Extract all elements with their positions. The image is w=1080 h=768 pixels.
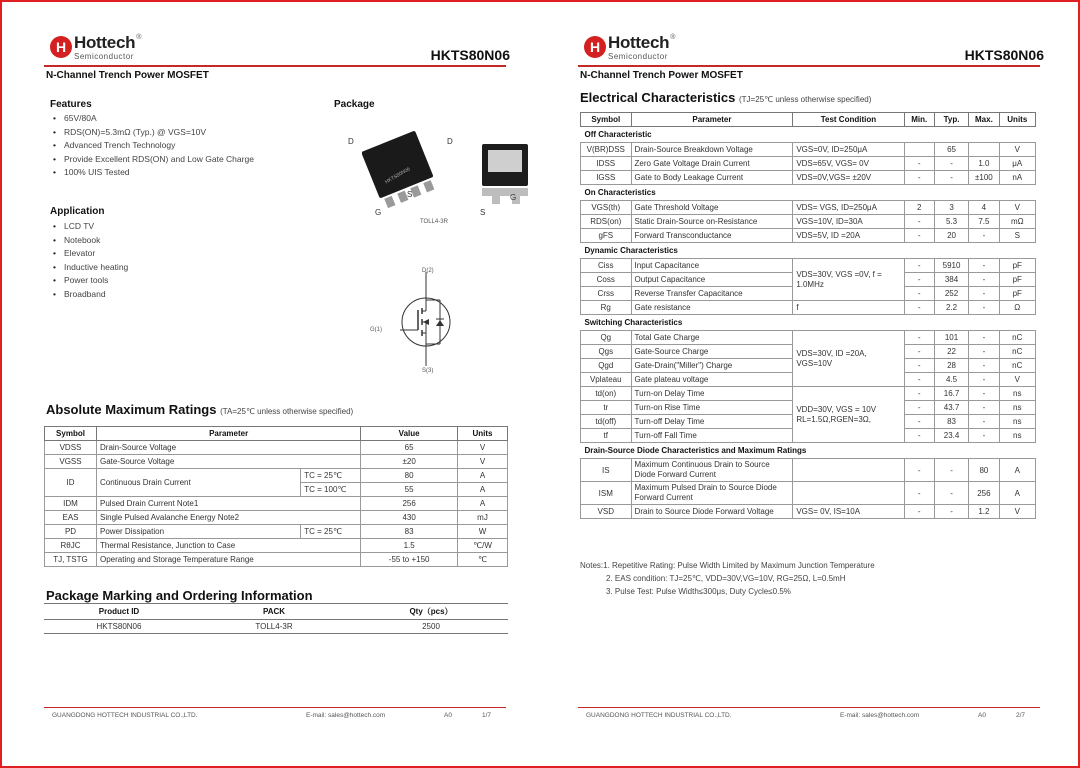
elec-min: -: [904, 401, 934, 415]
abs-symbol: EAS: [45, 511, 97, 525]
note-line: 2. EAS condition: TJ=25℃, VDD=30V,VG=10V, RG=25Ω, L=0.5mH: [606, 574, 846, 583]
elec-header-cell: Test Condition: [793, 113, 904, 127]
elec-max: -: [969, 373, 999, 387]
elec-test-condition: VDS=30V, VGS =0V, f = 1.0MHz: [793, 259, 904, 301]
elec-min: 2: [904, 201, 934, 215]
feature-item: • 100% UIS Tested: [50, 166, 254, 180]
abs-value: 55: [361, 483, 458, 497]
elec-typ: 252: [934, 287, 968, 301]
application-item: • Power tools: [50, 274, 128, 288]
ordering-table: [44, 603, 508, 634]
abs-value: 83: [361, 525, 458, 539]
package-caption: TOLL4-3R: [420, 219, 448, 225]
elec-symbol: Qg: [581, 331, 632, 345]
application-item: • Notebook: [50, 234, 128, 248]
elec-typ: 28: [934, 359, 968, 373]
logo-mark-icon: H: [50, 36, 72, 58]
abs-unit: V: [458, 455, 508, 469]
elec-symbol: td(off): [581, 415, 632, 429]
symbol-source-label: S(3): [422, 368, 434, 374]
elec-typ: 3: [934, 201, 968, 215]
elec-symbol: Ciss: [581, 259, 632, 273]
elec-symbol: V(BR)DSS: [581, 143, 632, 157]
datasheet-page-2: [578, 30, 1048, 730]
elec-section-title: Drain-Source Diode Characteristics and Maximum Ratings: [581, 443, 1036, 459]
elec-max: ±100: [969, 171, 999, 185]
abs-max-table: [44, 426, 508, 567]
elec-typ: 43.7: [934, 401, 968, 415]
footer-company: GUANGDONG HOTTECH INDUSTRIAL CO.,LTD.: [586, 712, 732, 719]
abs-value: 1.5: [361, 539, 458, 553]
elec-unit: nC: [999, 359, 1035, 373]
abs-value: 80: [361, 469, 458, 483]
table-row: [45, 469, 508, 483]
table-row: [45, 553, 508, 567]
elec-typ: 101: [934, 331, 968, 345]
elec-unit: μA: [999, 157, 1035, 171]
elec-symbol: td(on): [581, 387, 632, 401]
elec-min: -: [904, 171, 934, 185]
application-item: • Elevator: [50, 247, 128, 261]
abs-value: 65: [361, 441, 458, 455]
abs-max-heading: [46, 402, 353, 417]
elec-min: -: [904, 229, 934, 243]
abs-parameter: Single Pulsed Avalanche Energy Note2: [97, 511, 361, 525]
header-divider: [578, 65, 1040, 67]
table-row: [581, 482, 1036, 505]
footer-page-number: 2/7: [1016, 712, 1026, 719]
elec-symbol: IDSS: [581, 157, 632, 171]
elec-max: [969, 143, 999, 157]
table-row: [581, 505, 1036, 519]
elec-parameter: Gate resistance: [631, 301, 793, 315]
elec-max: -: [969, 259, 999, 273]
elec-min: -: [904, 273, 934, 287]
elec-unit: ns: [999, 415, 1035, 429]
abs-parameter: Pulsed Drain Current Note1: [97, 497, 361, 511]
elec-max: -: [969, 359, 999, 373]
abs-unit: A: [458, 497, 508, 511]
elec-max: -: [969, 287, 999, 301]
footer-revision: A0: [444, 712, 452, 719]
elec-unit: S: [999, 229, 1035, 243]
abs-unit: V: [458, 441, 508, 455]
elec-unit: pF: [999, 287, 1035, 301]
elec-symbol: Qgs: [581, 345, 632, 359]
elec-test-condition: [793, 482, 904, 505]
table-row: [581, 301, 1036, 315]
elec-symbol: RDS(on): [581, 215, 632, 229]
elec-symbol: Qgd: [581, 359, 632, 373]
package-drawing: [362, 128, 552, 238]
elec-min: -: [904, 215, 934, 229]
elec-test-condition: VDS= VGS, ID=250μA: [793, 201, 904, 215]
elec-test-condition: VDS=0V,VGS= ±20V: [793, 171, 904, 185]
elec-parameter: Output Capacitance: [631, 273, 793, 287]
table-row: [45, 441, 508, 455]
elec-max: -: [969, 401, 999, 415]
elec-max: 80: [969, 459, 999, 482]
elec-typ: 22: [934, 345, 968, 359]
elec-typ: 5.3: [934, 215, 968, 229]
logo-name: Hottech: [608, 33, 670, 52]
application-item: • Broadband: [50, 288, 128, 302]
ordering-pack: TOLL4-3R: [194, 620, 354, 634]
feature-item: • 65V/80A: [50, 112, 254, 126]
elec-parameter: Gate plateau voltage: [631, 373, 793, 387]
elec-unit: ns: [999, 429, 1035, 443]
logo-subtitle: Semiconductor: [608, 52, 668, 61]
abs-header-row: [45, 427, 508, 441]
elec-typ: -: [934, 459, 968, 482]
table-row: [45, 455, 508, 469]
elec-parameter: Turn-on Rise Time: [631, 401, 793, 415]
chip-marking: HKTS80N06: [384, 166, 412, 186]
elec-min: [904, 143, 934, 157]
elec-parameter: Maximum Continuous Drain to Source Diode Forward Current: [631, 459, 793, 482]
table-row: [581, 331, 1036, 345]
abs-unit: W: [458, 525, 508, 539]
abs-symbol: RθJC: [45, 539, 97, 553]
elec-test-condition: VGS=10V, ID=30A: [793, 215, 904, 229]
elec-max: -: [969, 415, 999, 429]
elec-typ: 2.2: [934, 301, 968, 315]
abs-value: -55 to +150: [361, 553, 458, 567]
elec-symbol: VSD: [581, 505, 632, 519]
table-row: [581, 387, 1036, 401]
elec-test-condition: VDS=5V, ID =20A: [793, 229, 904, 243]
elec-parameter: Reverse Transfer Capacitance: [631, 287, 793, 301]
abs-parameter: Power Dissipation: [97, 525, 301, 539]
table-row: [581, 459, 1036, 482]
elec-parameter: Zero Gate Voltage Drain Current: [631, 157, 793, 171]
pin-label-d-front: D: [348, 137, 354, 146]
abs-condition: TC = 25℃: [301, 525, 361, 539]
elec-parameter: Gate-Drain("Miller") Charge: [631, 359, 793, 373]
abs-unit: A: [458, 483, 508, 497]
part-number: HKTS80N06: [964, 47, 1044, 63]
elec-section-title: On Characteristics: [581, 185, 1036, 201]
elec-test-condition: f: [793, 301, 904, 315]
table-row: [45, 511, 508, 525]
abs-header-cell: Value: [361, 427, 458, 441]
elec-unit: nA: [999, 171, 1035, 185]
abs-parameter: Continuous Drain Current: [97, 469, 301, 497]
abs-unit: ℃/W: [458, 539, 508, 553]
abs-header-cell: Parameter: [97, 427, 361, 441]
table-row: [45, 525, 508, 539]
elec-max: 1.0: [969, 157, 999, 171]
abs-symbol: IDM: [45, 497, 97, 511]
elec-min: -: [904, 259, 934, 273]
elec-section-row: [581, 243, 1036, 259]
elec-parameter: Forward Transconductance: [631, 229, 793, 243]
footer-divider: [44, 707, 506, 708]
elec-min: -: [904, 373, 934, 387]
abs-parameter: Gate-Source Voltage: [97, 455, 361, 469]
table-row: [45, 497, 508, 511]
footer-page-number: 1/7: [482, 712, 492, 719]
elec-symbol: IS: [581, 459, 632, 482]
abs-header-cell: Symbol: [45, 427, 97, 441]
pin-label-g-front: G: [375, 208, 382, 217]
elec-section-row: [581, 315, 1036, 331]
elec-test-condition: VDD=30V, VGS = 10V RL=1.5Ω,RGEN=3Ω,: [793, 387, 904, 443]
elec-max: 4: [969, 201, 999, 215]
ordering-header-pack: PACK: [194, 604, 354, 620]
elec-section-row: [581, 185, 1036, 201]
table-row: [581, 259, 1036, 273]
abs-condition: TC = 100℃: [301, 483, 361, 497]
ordering-header-qty: Qty（pcs）: [354, 604, 508, 620]
ordering-header-product: Product ID: [44, 604, 194, 620]
package-heading: Package: [334, 99, 375, 110]
device-subtitle: N-Channel Trench Power MOSFET: [46, 70, 209, 81]
feature-item: • RDS(ON)=5.3mΩ (Typ.) @ VGS=10V: [50, 126, 254, 140]
abs-condition: TC = 25℃: [301, 469, 361, 483]
elec-unit: pF: [999, 273, 1035, 287]
company-logo: [584, 34, 675, 64]
abs-parameter: Operating and Storage Temperature Range: [97, 553, 361, 567]
elec-min: -: [904, 505, 934, 519]
elec-max: -: [969, 429, 999, 443]
header-divider: [44, 65, 506, 67]
elec-unit: V: [999, 143, 1035, 157]
logo-mark-icon: H: [584, 36, 606, 58]
datasheet-page-1: [44, 30, 517, 730]
elec-section-title: Dynamic Characteristics: [581, 243, 1036, 259]
elec-min: -: [904, 301, 934, 315]
features-heading: Features: [50, 99, 92, 110]
abs-symbol: VDSS: [45, 441, 97, 455]
abs-max-note: (TA=25℃ unless otherwise specified): [220, 407, 354, 416]
abs-symbol: TJ, TSTG: [45, 553, 97, 567]
elec-min: -: [904, 157, 934, 171]
elec-test-condition: VDS=30V, ID =20A, VGS=10V: [793, 331, 904, 387]
abs-parameter: Thermal Resistance, Junction to Case: [97, 539, 361, 553]
company-logo: [50, 34, 141, 64]
elec-min: -: [904, 387, 934, 401]
elec-note: (TJ=25℃ unless otherwise specified): [739, 95, 872, 104]
elec-header-cell: Parameter: [631, 113, 793, 127]
elec-unit: pF: [999, 259, 1035, 273]
table-row: [581, 171, 1036, 185]
elec-max: 256: [969, 482, 999, 505]
footer-revision: A0: [978, 712, 986, 719]
feature-item: • Advanced Trench Technology: [50, 139, 254, 153]
elec-max: -: [969, 331, 999, 345]
application-item: • LCD TV: [50, 220, 128, 234]
electrical-characteristics-table: [580, 112, 1036, 519]
elec-unit: V: [999, 373, 1035, 387]
elec-test-condition: [793, 459, 904, 482]
elec-symbol: tf: [581, 429, 632, 443]
elec-unit: mΩ: [999, 215, 1035, 229]
elec-max: 7.5: [969, 215, 999, 229]
abs-unit: ℃: [458, 553, 508, 567]
ordering-heading: Package Marking and Ordering Information: [46, 588, 313, 603]
elec-symbol: ISM: [581, 482, 632, 505]
elec-test-condition: VGS= 0V, IS=10A: [793, 505, 904, 519]
elec-parameter: Gate to Body Leakage Current: [631, 171, 793, 185]
elec-parameter: Gate-Source Charge: [631, 345, 793, 359]
elec-test-condition: VGS=0V, ID=250μA: [793, 143, 904, 157]
part-number: HKTS80N06: [430, 47, 510, 63]
elec-section-row: [581, 127, 1036, 143]
elec-min: -: [904, 429, 934, 443]
application-item: • Inductive heating: [50, 261, 128, 275]
logo-registered-mark: ®: [670, 34, 676, 41]
elec-header-cell: Units: [999, 113, 1035, 127]
elec-unit: ns: [999, 387, 1035, 401]
elec-typ: 4.5: [934, 373, 968, 387]
elec-typ: -: [934, 505, 968, 519]
elec-header-cell: Typ.: [934, 113, 968, 127]
elec-min: -: [904, 331, 934, 345]
elec-title: Electrical Characteristics: [580, 90, 736, 105]
notes-block: [580, 559, 875, 598]
footer-divider: [578, 707, 1040, 708]
symbol-drain-label: D(2): [422, 268, 434, 274]
elec-typ: 20: [934, 229, 968, 243]
logo-subtitle: Semiconductor: [74, 52, 134, 61]
pin-label-d-back: D: [447, 137, 453, 146]
table-row: [581, 143, 1036, 157]
elec-max: -: [969, 301, 999, 315]
abs-value: ±20: [361, 455, 458, 469]
elec-typ: -: [934, 482, 968, 505]
elec-unit: A: [999, 459, 1035, 482]
ordering-qty: 2500: [354, 620, 508, 634]
elec-symbol: gFS: [581, 229, 632, 243]
elec-parameter: Turn-on Delay Time: [631, 387, 793, 401]
abs-parameter: Drain-Source Voltage: [97, 441, 361, 455]
pin-label-s-front: S: [407, 190, 413, 199]
elec-parameter: Turn-off Fall Time: [631, 429, 793, 443]
symbol-gate-label: G(1): [370, 327, 382, 333]
table-row: [581, 215, 1036, 229]
elec-unit: Ω: [999, 301, 1035, 315]
table-row: [581, 157, 1036, 171]
footer-email: E-mail: sales@hottech.com: [840, 712, 920, 719]
logo-registered-mark: ®: [136, 34, 142, 41]
elec-heading: [580, 90, 871, 105]
elec-parameter: Maximum Pulsed Drain to Source Diode Forward Current: [631, 482, 793, 505]
elec-header-cell: Max.: [969, 113, 999, 127]
abs-symbol: PD: [45, 525, 97, 539]
elec-typ: 23.4: [934, 429, 968, 443]
elec-min: -: [904, 345, 934, 359]
elec-typ: -: [934, 171, 968, 185]
elec-min: -: [904, 459, 934, 482]
elec-symbol: VGS(th): [581, 201, 632, 215]
elec-symbol: Vplateau: [581, 373, 632, 387]
feature-item: • Provide Excellent RDS(ON) and Low Gate Charge: [50, 153, 254, 167]
note-line: 3. Pulse Test: Pulse Width≤300μs, Duty Cycle≤0.5%: [606, 587, 791, 596]
elec-symbol: tr: [581, 401, 632, 415]
pin-label-s-back: S: [480, 208, 486, 217]
elec-max: -: [969, 273, 999, 287]
elec-symbol: IGSS: [581, 171, 632, 185]
elec-min: -: [904, 482, 934, 505]
elec-max: -: [969, 345, 999, 359]
features-list: [50, 112, 254, 180]
table-row: [581, 229, 1036, 243]
elec-section-row: [581, 443, 1036, 459]
elec-typ: 16.7: [934, 387, 968, 401]
elec-unit: ns: [999, 401, 1035, 415]
elec-parameter: Total Gate Charge: [631, 331, 793, 345]
elec-parameter: Turn-off Delay Time: [631, 415, 793, 429]
ordering-product-id: HKTS80N06: [44, 620, 194, 634]
abs-max-title: Absolute Maximum Ratings: [46, 402, 217, 417]
table-row: [45, 539, 508, 553]
abs-header-cell: Units: [458, 427, 508, 441]
elec-symbol: Crss: [581, 287, 632, 301]
elec-typ: 5910: [934, 259, 968, 273]
footer-company: GUANGDONG HOTTECH INDUSTRIAL CO.,LTD.: [52, 712, 198, 719]
elec-typ: 65: [934, 143, 968, 157]
note-line: Notes:1. Repetitive Rating: Pulse Width Limited by Maximum Junction Temperature: [580, 561, 875, 570]
application-list: [50, 220, 128, 301]
elec-header-cell: Min.: [904, 113, 934, 127]
elec-header-row: [581, 113, 1036, 127]
elec-typ: -: [934, 157, 968, 171]
abs-unit: mJ: [458, 511, 508, 525]
elec-max: -: [969, 387, 999, 401]
footer-email: E-mail: sales@hottech.com: [306, 712, 386, 719]
elec-section-title: Off Characteristic: [581, 127, 1036, 143]
elec-header-cell: Symbol: [581, 113, 632, 127]
elec-max: 1.2: [969, 505, 999, 519]
elec-symbol: Coss: [581, 273, 632, 287]
elec-parameter: Gate Threshold Voltage: [631, 201, 793, 215]
table-row: [581, 201, 1036, 215]
elec-test-condition: VDS=65V, VGS= 0V: [793, 157, 904, 171]
elec-section-title: Switching Characteristics: [581, 315, 1036, 331]
abs-value: 256: [361, 497, 458, 511]
elec-unit: nC: [999, 345, 1035, 359]
elec-unit: nC: [999, 331, 1035, 345]
device-subtitle: N-Channel Trench Power MOSFET: [580, 70, 743, 81]
elec-min: -: [904, 415, 934, 429]
logo-name: Hottech: [74, 33, 136, 52]
application-heading: Application: [50, 206, 105, 217]
mosfet-symbol-icon: [396, 270, 466, 370]
elec-typ: 83: [934, 415, 968, 429]
elec-min: -: [904, 359, 934, 373]
elec-typ: 384: [934, 273, 968, 287]
elec-min: -: [904, 287, 934, 301]
elec-unit: V: [999, 201, 1035, 215]
elec-unit: V: [999, 505, 1035, 519]
abs-unit: A: [458, 469, 508, 483]
elec-symbol: Rg: [581, 301, 632, 315]
abs-value: 430: [361, 511, 458, 525]
abs-symbol: ID: [45, 469, 97, 497]
elec-parameter: Drain to Source Diode Forward Voltage: [631, 505, 793, 519]
elec-parameter: Input Capacitance: [631, 259, 793, 273]
abs-symbol: VGSS: [45, 455, 97, 469]
elec-parameter: Static Drain-Source on-Resistance: [631, 215, 793, 229]
pin-label-g-back: G: [510, 193, 517, 202]
elec-unit: A: [999, 482, 1035, 505]
elec-max: -: [969, 229, 999, 243]
elec-parameter: Drain-Source Breakdown Voltage: [631, 143, 793, 157]
